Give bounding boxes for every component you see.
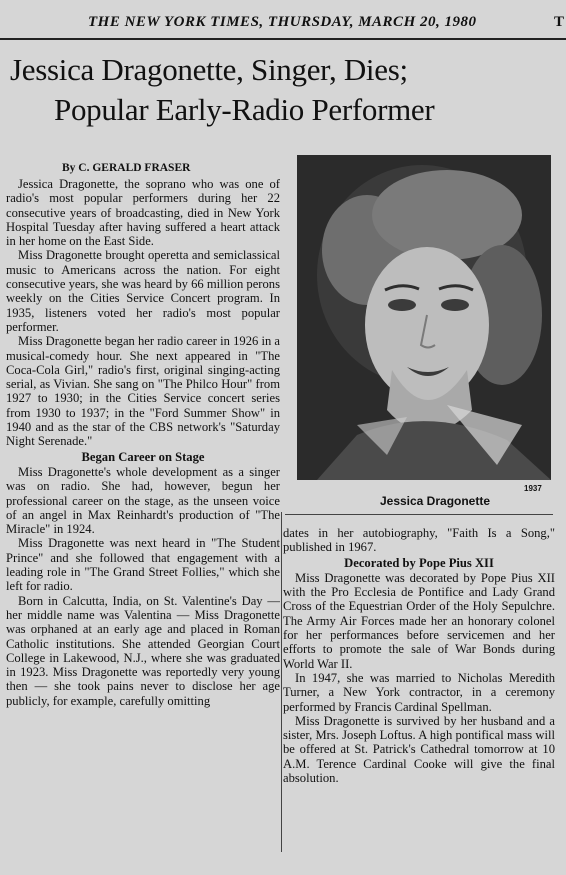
paragraph: Miss Dragonette's whole development as a singer was on radio. She had, however, begun her professional career on the stage, as the unseen voice of an angel in Max Reinhardt's production of "The Miracle" in 1924. bbox=[6, 464, 280, 537]
photo-year: 1937 bbox=[524, 484, 542, 493]
column-divider bbox=[281, 512, 282, 852]
subheading: Decorated by Pope Pius XII bbox=[344, 555, 494, 570]
paragraph: Miss Dragonette is survived by her husband and a sister, Mrs. Joseph Loftus. A high pontifical mass will be offered at St. Patrick's Cathedral tomorrow at 10 A.M. Terence Cardinal Cooke will give the final absolution. bbox=[283, 713, 555, 786]
photo-caption: Jessica Dragonette bbox=[379, 494, 491, 508]
byline: By C. GERALD FRASER bbox=[62, 162, 191, 174]
masthead bbox=[0, 8, 566, 40]
masthead-dateline: THE NEW YORK TIMES, THURSDAY, MARCH 20, 1980 bbox=[88, 14, 477, 30]
masthead-edge-letter: T bbox=[554, 14, 565, 30]
paragraph: Jessica Dragonette, the soprano who was one of radio's most popular performers during her 22 consecutive years of broadcasting, died in New York Hospital Tuesday after having suffered a heart attack in her home on the East Side. bbox=[6, 177, 280, 249]
headline bbox=[10, 50, 560, 130]
article-column-right bbox=[283, 526, 555, 861]
paragraph: Miss Dragonette was next heard in "The Student Prince" and she followed that engagement with a leading role in "The Grand Street Follies," which she left for radio. bbox=[6, 536, 280, 594]
paragraph: Miss Dragonette brought operetta and semiclassical music to Americans across the nation. For eight consecutive years, she was heard by 66 million perons weekly on the Cities Service Concert program. In 1935, listeners voted her radio's most popular performer. bbox=[6, 248, 280, 334]
paragraph: Born in Calcutta, India, on St. Valentine's Day — her middle name was Valentina — Miss Dragonette was orphaned at an early age and placed in Roman Catholic institutions. She attended Georgian Court College in Lakewood, N.J., where she was graduated in 1923. Miss Dragonette was reportedly very young then — she took pains never to disclose her age publicly, for example, carefully omitting bbox=[6, 593, 280, 708]
paragraph: dates in her autobiography, "Faith Is a Song," published in 1967. bbox=[283, 526, 555, 555]
paragraph: In 1947, she was married to Nicholas Meredith Turner, a New York contractor, in a ceremony performed by Francis Cardinal Spellman. bbox=[283, 670, 555, 714]
headline-line-1: Jessica Dragonette, Singer, Dies; bbox=[10, 52, 408, 87]
portrait-photo bbox=[297, 155, 551, 480]
subheading: Began Career on Stage bbox=[81, 449, 205, 464]
section-divider bbox=[285, 514, 553, 515]
headline-line-2: Popular Early-Radio Performer bbox=[54, 92, 435, 127]
article-column-left bbox=[6, 177, 280, 869]
paragraph: Miss Dragonette was decorated by Pope Pius XII with the Pro Ecclesia de Pontifice and Lady Grand Cross of the Equestrian Order of the Holy Sepulchre. The Army Air Forces made her an honorary colonel for her performances before servicemen and her efforts to promote the sale of War Bonds during World War II. bbox=[283, 570, 555, 671]
paragraph: Miss Dragonette began her radio career in 1926 in a musical-comedy hour. She next appeared in "The Coca-Cola Girl," radio's first, original singing-acting serial, as Vivian. She sang on "The Philco Hour" from 1927 to 1930; in the Cities Service concert series from 1930 to 1937; in the "Ford Summer Show" in 1940 and as the star of the CBS network's "Saturday Night Serenade." bbox=[6, 334, 280, 449]
portrait-illustration bbox=[297, 155, 551, 480]
